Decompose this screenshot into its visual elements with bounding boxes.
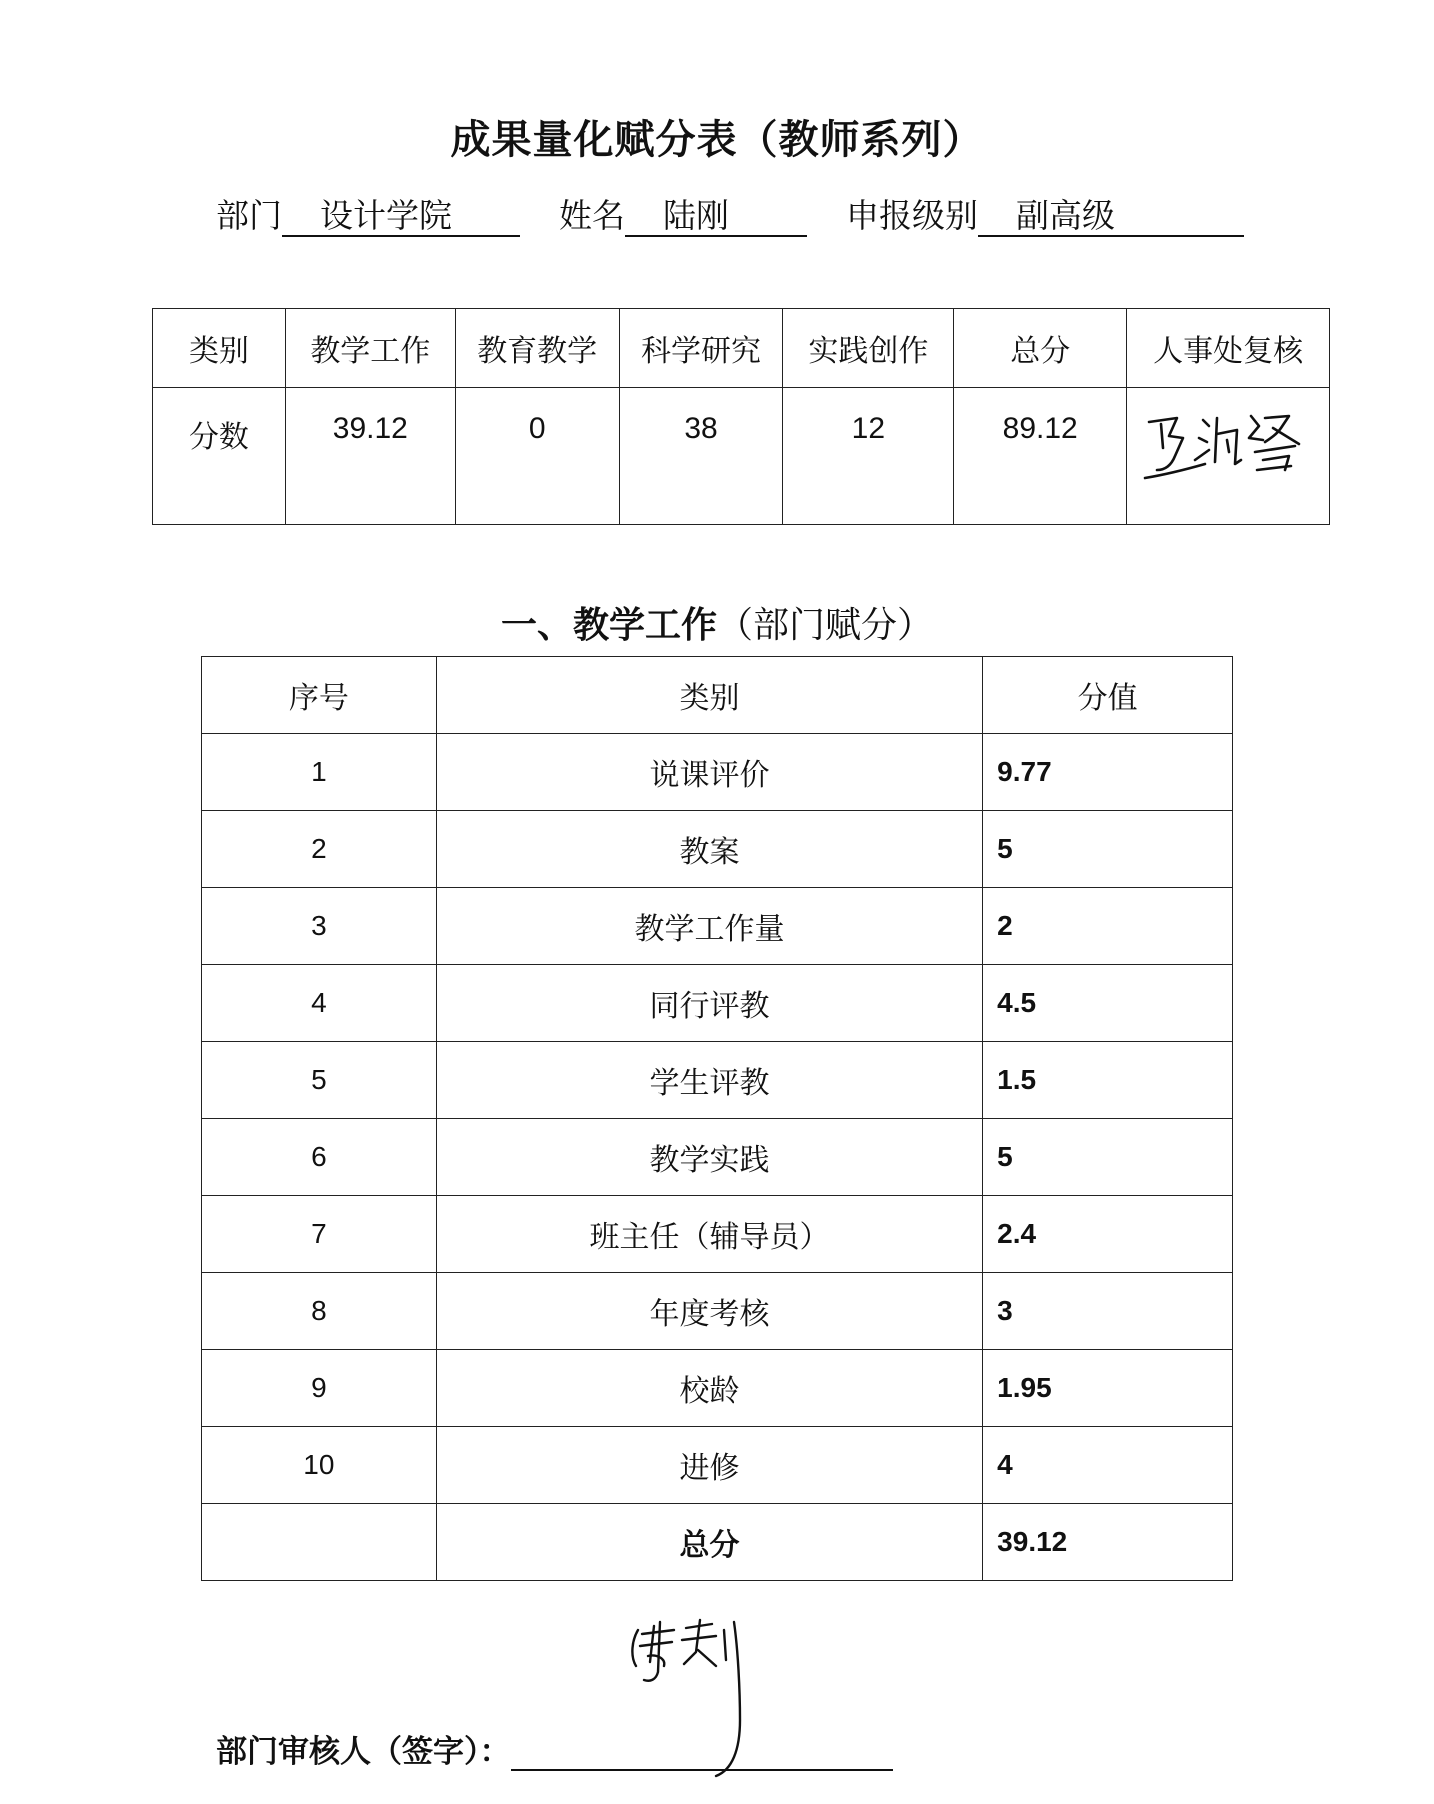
- table-row: [202, 1273, 1233, 1350]
- row-number: 4: [202, 965, 437, 1042]
- table-row: [202, 734, 1233, 811]
- table-row: [202, 1042, 1233, 1119]
- column-header: 序号: [202, 657, 437, 734]
- section-note: （部门赋分）: [717, 605, 934, 646]
- row-score: 2: [983, 888, 1233, 965]
- row-number: 6: [202, 1119, 437, 1196]
- row-score: 4.5: [983, 965, 1233, 1042]
- row-category: 班主任（辅导员）: [436, 1196, 982, 1273]
- name-label: 姓名: [559, 196, 625, 235]
- row-score: 1.5: [983, 1042, 1233, 1119]
- row-score: 5: [983, 811, 1233, 888]
- signature-line: [511, 1739, 893, 1771]
- summary-header: 科学研究: [619, 309, 783, 388]
- summary-header: 教育教学: [455, 309, 619, 388]
- summary-header: 总分: [954, 309, 1127, 388]
- total-row: [202, 1504, 1233, 1581]
- row-category: 学生评教: [436, 1042, 982, 1119]
- table-row: [202, 1196, 1233, 1273]
- summary-table: [152, 308, 1330, 525]
- summary-header: 教学工作: [285, 309, 455, 388]
- level-value: 副高级: [1016, 196, 1115, 235]
- applicant-info: [216, 190, 1244, 237]
- row-number: 2: [202, 811, 437, 888]
- row-category: 同行评教: [436, 965, 982, 1042]
- row-score: 5: [983, 1119, 1233, 1196]
- reviewer-label: 部门审核人（签字）：: [216, 1734, 511, 1770]
- row-number: 1: [202, 734, 437, 811]
- row-number: 7: [202, 1196, 437, 1273]
- table-row: [202, 1119, 1233, 1196]
- table-row: [202, 1427, 1233, 1504]
- row-number: 8: [202, 1273, 437, 1350]
- row-number: 10: [202, 1427, 437, 1504]
- total-value: 39.12: [983, 1504, 1233, 1581]
- summary-header: 实践创作: [783, 309, 954, 388]
- teaching-work-table: [201, 656, 1233, 1581]
- row-category: 进修: [436, 1427, 982, 1504]
- row-score: 1.95: [983, 1350, 1233, 1427]
- section-title: 一、教学工作: [500, 605, 717, 646]
- row-score: 2.4: [983, 1196, 1233, 1273]
- table-row: [202, 888, 1233, 965]
- table-row: [202, 1350, 1233, 1427]
- research-score: 38: [619, 388, 783, 525]
- hr-review-signature-cell: [1127, 388, 1330, 525]
- row-category: 教学实践: [436, 1119, 982, 1196]
- row-score: 4: [983, 1427, 1233, 1504]
- summary-header: 类别: [153, 309, 286, 388]
- total-score: 89.12: [954, 388, 1127, 525]
- row-score: 9.77: [983, 734, 1233, 811]
- document-title: 成果量化赋分表（教师系列）: [450, 117, 984, 163]
- level-label: 申报级别: [846, 196, 978, 235]
- total-row-number: [202, 1504, 437, 1581]
- hr-signature-image: [1139, 404, 1319, 484]
- practice-creation-score: 12: [783, 388, 954, 525]
- row-number: 5: [202, 1042, 437, 1119]
- row-category: 说课评价: [436, 734, 982, 811]
- dept-value: 设计学院: [320, 196, 452, 235]
- dept-label: 部门: [216, 196, 282, 235]
- table-row: [202, 811, 1233, 888]
- table-header-row: [202, 657, 1233, 734]
- summary-header: 人事处复核: [1127, 309, 1330, 388]
- row-number: 9: [202, 1350, 437, 1427]
- name-value: 陆刚: [663, 196, 729, 235]
- education-teaching-score: 0: [455, 388, 619, 525]
- column-header: 分值: [983, 657, 1233, 734]
- row-category: 年度考核: [436, 1273, 982, 1350]
- teaching-work-score: 39.12: [285, 388, 455, 525]
- section-heading: [0, 597, 1434, 648]
- reviewer-signature-line: [216, 1726, 893, 1771]
- row-category: 教学工作量: [436, 888, 982, 965]
- column-header: 类别: [436, 657, 982, 734]
- summary-row-label: 分数: [153, 388, 286, 525]
- row-category: 校龄: [436, 1350, 982, 1427]
- table-row: [202, 965, 1233, 1042]
- total-label: 总分: [436, 1504, 982, 1581]
- row-score: 3: [983, 1273, 1233, 1350]
- row-category: 教案: [436, 811, 982, 888]
- row-number: 3: [202, 888, 437, 965]
